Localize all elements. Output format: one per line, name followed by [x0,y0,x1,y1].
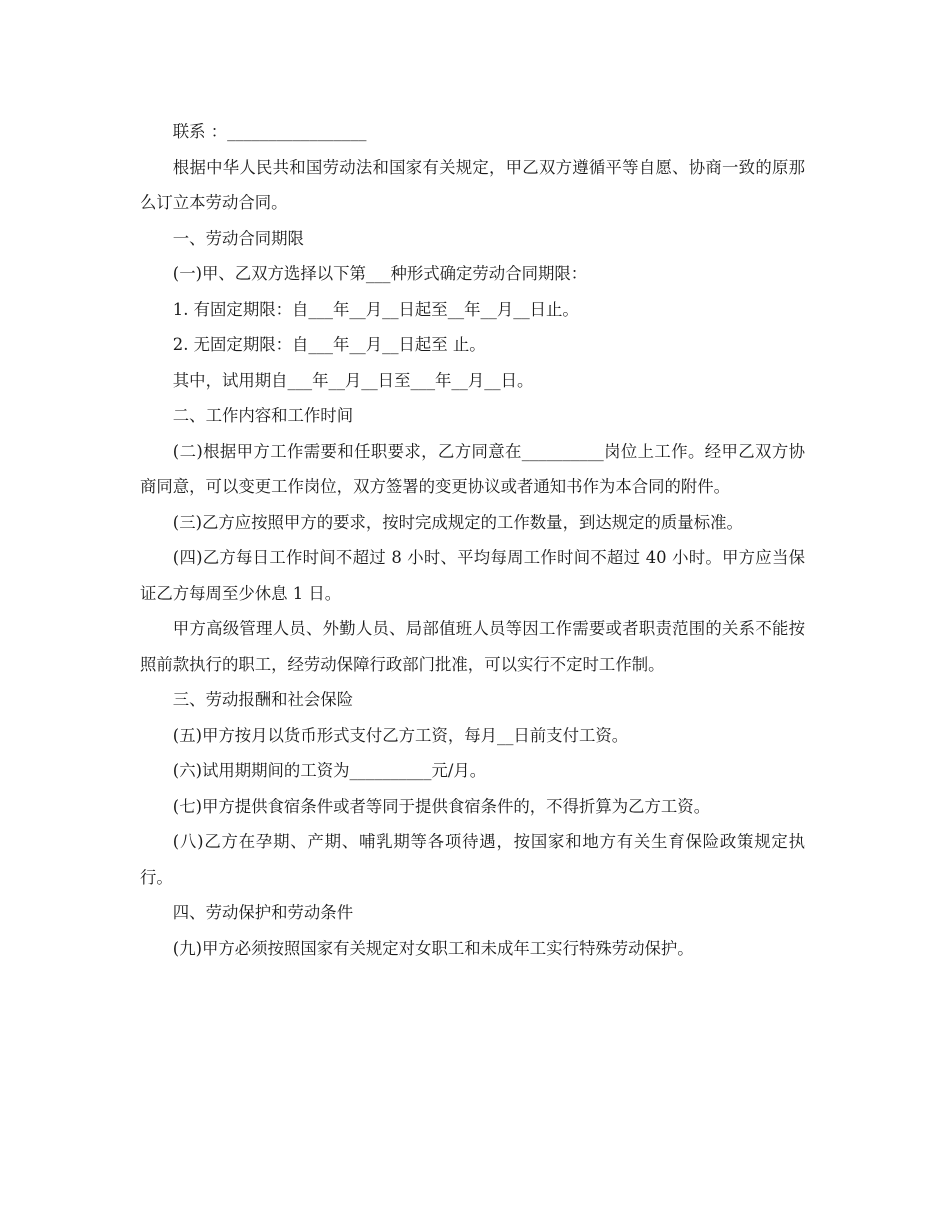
contact-line: 联系 ：_________________ [172,122,367,141]
probation-period-line: 其中，试用期自___年__月__日至___年__月__日。 [172,370,534,390]
section-heading-remuneration: 三、劳动报酬和社会保险 [172,690,354,709]
clause-9: (九)甲方必须按照国家有关规定对女职工和未成年工实行特殊劳动保护。 [172,938,694,958]
clause-8: (八)乙方在孕期、产期、哺乳期等各项待遇，按国家和地方有关生育保险政策规定执行。 [140,832,805,887]
clause-4: (四)乙方每日工作时间不超过 8 小时、平均每周工作时间不超过 40 小时。甲方应当保证乙方每周至少休息 1 日。 [140,548,805,603]
preamble-paragraph: 根据中华人民共和国劳动法和国家有关规定，甲乙双方遵循平等自愿、协商一致的原那么订立本劳动合同。 [140,157,805,212]
clause-4-supplement: 甲方高级管理人员、外勤人员、局部值班人员等因工作需要或者职责范围的关系不能按照前款执行的职工，经劳动保障行政部门批准，可以实行不定时工作制。 [140,619,805,674]
clause-5: (五)甲方按月以货币形式支付乙方工资，每月__日前支付工资。 [172,725,629,745]
document-body [140,114,805,966]
section-heading-work-content: 二、工作内容和工作时间 [172,406,354,425]
clause-1-option-2: 2. 无固定期限：自___年__月__日起至 止。 [172,335,486,354]
section-heading-labor-protection: 四、劳动保护和劳动条件 [172,903,354,922]
clause-7: (七)甲方提供食宿条件或者等同于提供食宿条件的，不得折算为乙方工资。 [172,796,711,816]
clause-1-option-1: 1. 有固定期限：自___年__月__日起至__年__月__日止。 [172,299,579,319]
section-heading-contract-term: 一、劳动合同期限 [172,228,304,248]
clause-6: (六)试用期期间的工资为__________元/月。 [172,761,487,780]
clause-3: (三)乙方应按照甲方的要求，按时完成规定的工作数量，到达规定的质量标准。 [172,512,743,532]
clause-1: (一)甲、乙双方选择以下第___种形式确定劳动合同期限： [172,264,588,283]
clause-2: (二)根据甲方工作需要和任职要求，乙方同意在__________岗位上工作。经甲乙双方协商同意，可以变更工作岗位，双方签署的变更协议或者通知书作为本合同的附件。 [140,441,805,496]
